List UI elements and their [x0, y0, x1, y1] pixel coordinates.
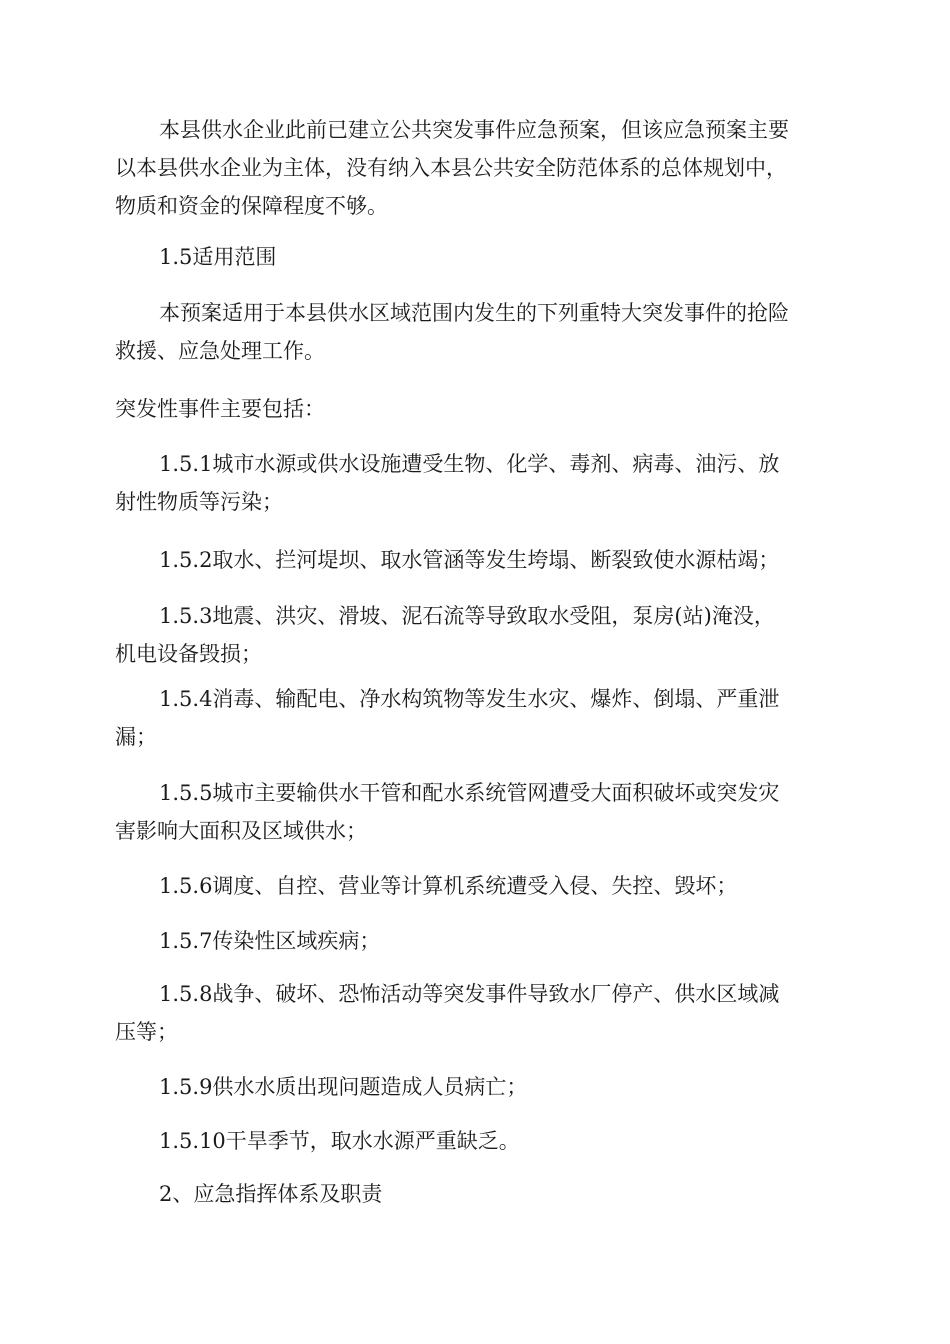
text-line: 压等；: [115, 1020, 178, 1044]
text-line: 射性物质等污染；: [115, 490, 283, 514]
list-item-1-5-1: [115, 445, 835, 521]
text-line: 本预案适用于本县供水区域范围内发生的下列重特大突发事件的抢险: [159, 301, 789, 325]
text-line: 本县供水企业此前已建立公共突发事件应急预案，但该应急预案主要: [159, 118, 789, 142]
section-heading-1-5: [115, 238, 835, 276]
text-line: 1.5.3地震、洪灾、滑坡、泥石流等导致取水受阻，泵房(站)淹没，: [159, 604, 775, 628]
scope-paragraph: [115, 294, 835, 370]
text-line: 害影响大面积及区域供水；: [115, 819, 367, 843]
list-item-1-5-5: [115, 774, 835, 850]
text-line: 1.5.4消毒、输配电、净水构筑物等发生水灾、爆炸、倒塌、严重泄: [159, 687, 780, 711]
text-line: 机电设备毁损；: [115, 642, 262, 666]
text-line: 1.5.9供水水质出现问题造成人员病亡；: [159, 1075, 528, 1099]
text-line: 1.5.8战争、破坏、恐怖活动等突发事件导致水厂停产、供水区域减: [159, 982, 780, 1006]
text-line: 1.5.10干旱季节，取水水源严重缺乏。: [159, 1129, 520, 1153]
intro-paragraph: [115, 111, 835, 225]
text-line: 1.5.2取水、拦河堤坝、取水管涵等发生垮塌、断裂致使水源枯竭；: [159, 548, 780, 572]
list-item-1-5-7: [115, 922, 835, 960]
text-line: 2、应急指挥体系及职责: [159, 1182, 383, 1206]
list-item-1-5-3: [115, 597, 835, 673]
text-line: 1.5.5城市主要输供水干管和配水系统管网遭受大面积破坏或突发灾: [159, 781, 780, 805]
text-line: 救援、应急处理工作。: [115, 339, 325, 363]
events-intro-paragraph: [115, 390, 835, 428]
list-item-1-5-10: [115, 1122, 835, 1160]
text-line: 物质和资金的保障程度不够。: [115, 194, 388, 218]
list-item-1-5-9: [115, 1068, 835, 1106]
text-line: 1.5.1城市水源或供水设施遭受生物、化学、毒剂、病毒、油污、放: [159, 452, 780, 476]
list-item-1-5-4: [115, 680, 835, 756]
text-line: 以本县供水企业为主体，没有纳入本县公共安全防范体系的总体规划中，: [115, 156, 787, 180]
text-line: 1.5适用范围: [159, 245, 277, 269]
section-heading-2: [115, 1175, 835, 1213]
list-item-1-5-6: [115, 867, 835, 905]
text-line: 突发性事件主要包括：: [115, 397, 325, 421]
text-line: 1.5.6调度、自控、营业等计算机系统遭受入侵、失控、毁坏；: [159, 874, 738, 898]
text-line: 漏；: [115, 725, 157, 749]
list-item-1-5-8: [115, 975, 835, 1051]
text-line: 1.5.7传染性区域疾病；: [159, 929, 381, 953]
list-item-1-5-2: [115, 541, 835, 579]
